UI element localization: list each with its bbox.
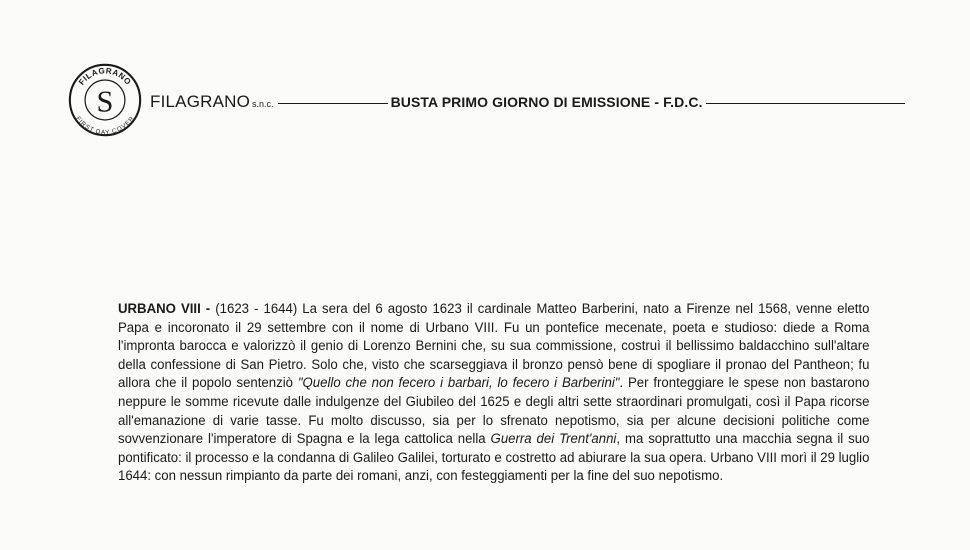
header-rule-right xyxy=(706,103,905,104)
article-part-1: (1623 - 1644) La sera del 6 agosto 1623 il cardinale Matteo Barberini, nato a Firenze nel 1568, venne eletto Papa e incoronato il 29 settembre con il nome di Urbano VIII. Fu un pontefice mecenate, poeta e studioso: diede a Roma l'impronta barocca e valorizzò il genio di Lorenzo Bernini che, su sua commissione, costruì il bellissimo baldacchino sull'altare della confessione di San Pietro. Solo che, visto che scarseggiava il bronzo pensò bene di spogliare il pronao del Pantheon; fu allora che il popolo sentenziò xyxy=(118,301,870,392)
fdc-title: BUSTA PRIMO GIORNO DI EMISSIONE - F.D.C. xyxy=(390,94,703,110)
article-war-title: Guerra dei Trent'anni xyxy=(490,431,617,448)
article-quote: "Quello che non fecero i barbari, lo fecero i Barberini" xyxy=(297,375,620,392)
article-part-2: . Per fronteggiare le spese non bastarono neppure le somme ricevute dalle indulgenze del Giubileo del 1625 e degli altri sette straordinari promulgati, così il Papa ricorse all'emanazione di varie tasse. Fu molto discusso, sia per lo sfrenato nepotismo, sia per alcune decisioni politiche come sovvenzionare l'imperatore di Spagna e la lega cattolica nella xyxy=(118,375,870,448)
logo-ring-top: FILAGRANO xyxy=(77,66,133,87)
header-rule-left xyxy=(278,103,388,104)
article-part-3: , ma soprattutto una macchia segna il suo pontificato: il processo e la condanna di Galileo Galilei, torturato e costretto ad abiurare la sua opera. Urbano VIII morì il 29 luglio 1644: con nessun rimpianto da parte dei romani, anzi, con festeggiamenti per la fine del suo nepotismo. xyxy=(118,431,870,485)
brand-name: FILAGRANO xyxy=(150,92,251,111)
filagrano-logo xyxy=(67,62,143,138)
logo-center-letter: S xyxy=(96,84,114,119)
brand-suffix: s.n.c. xyxy=(252,99,274,109)
article-text xyxy=(118,300,869,486)
logo-ring-bottom: FIRST DAY COVER xyxy=(74,115,136,137)
article-lead: URBANO VIII - xyxy=(118,301,211,317)
header-row xyxy=(150,92,905,112)
